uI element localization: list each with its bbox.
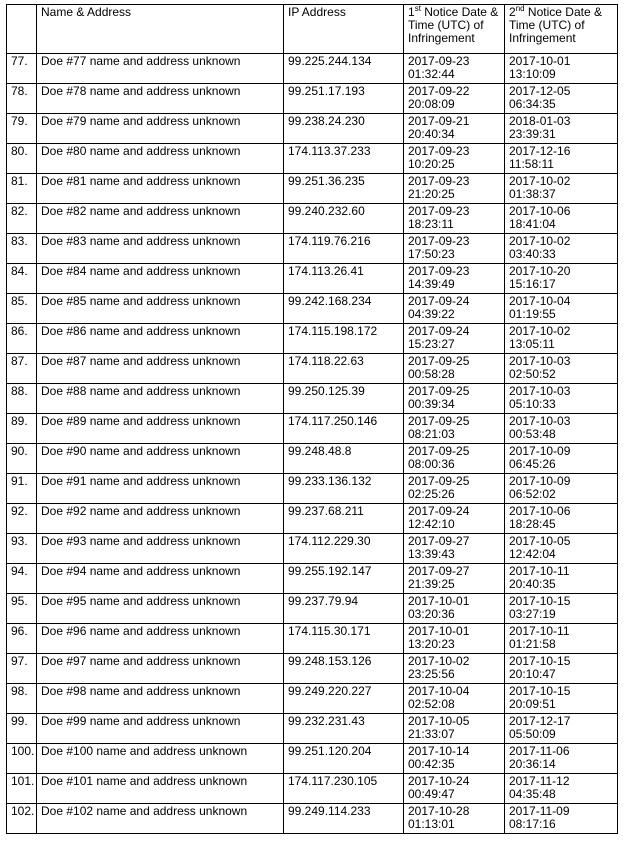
first-notice-date: 2017-09-23 — [408, 174, 470, 188]
first-notice-time: 21:39:25 — [408, 577, 455, 591]
row-name-address: Doe #91 name and address unknown — [37, 474, 284, 504]
row-number: 87. — [7, 354, 37, 384]
row-ip-address: 174.119.76.216 — [284, 234, 404, 264]
second-notice-time: 20:10:47 — [509, 667, 556, 681]
row-second-notice — [505, 534, 618, 564]
row-name-address: Doe #81 name and address unknown — [37, 174, 284, 204]
header-second-notice-text: Notice Date & Time (UTC) of Infringement — [509, 5, 602, 45]
table-row — [7, 534, 618, 564]
row-first-notice — [404, 54, 505, 84]
row-name-address: Doe #77 name and address unknown — [37, 54, 284, 84]
second-notice-time: 23:39:31 — [509, 127, 556, 141]
row-name-address: Doe #97 name and address unknown — [37, 654, 284, 684]
row-number: 85. — [7, 294, 37, 324]
second-notice-date: 2017-10-11 — [509, 564, 570, 578]
row-ip-address: 99.255.192.147 — [284, 564, 404, 594]
first-notice-date: 2017-09-25 — [408, 474, 470, 488]
second-notice-time: 20:09:51 — [509, 697, 556, 711]
header-first-notice-text: Notice Date & Time (UTC) of Infringement — [408, 5, 499, 45]
first-notice-time: 10:20:25 — [408, 157, 455, 171]
row-first-notice — [404, 804, 505, 834]
row-second-notice — [505, 774, 618, 804]
row-number: 79. — [7, 114, 37, 144]
first-notice-time: 17:50:23 — [408, 247, 455, 261]
row-number: 101. — [7, 774, 37, 804]
second-notice-time: 03:40:33 — [509, 247, 556, 261]
row-number: 96. — [7, 624, 37, 654]
row-first-notice — [404, 264, 505, 294]
second-notice-time: 12:42:04 — [509, 547, 556, 561]
row-number: 90. — [7, 444, 37, 474]
first-notice-date: 2017-10-02 — [408, 654, 470, 668]
row-name-address: Doe #98 name and address unknown — [37, 684, 284, 714]
second-notice-time: 20:36:14 — [509, 757, 556, 771]
row-second-notice — [505, 504, 618, 534]
row-ip-address: 99.250.125.39 — [284, 384, 404, 414]
second-notice-time: 02:50:52 — [509, 367, 556, 381]
first-notice-date: 2017-09-22 — [408, 84, 470, 98]
first-notice-time: 01:13:01 — [408, 817, 455, 831]
first-notice-date: 2017-09-27 — [408, 564, 470, 578]
table-row — [7, 84, 618, 114]
row-ip-address: 99.240.232.60 — [284, 204, 404, 234]
first-notice-date: 2017-10-01 — [408, 624, 470, 638]
row-name-address: Doe #78 name and address unknown — [37, 84, 284, 114]
first-notice-time: 20:08:09 — [408, 97, 455, 111]
first-notice-date: 2017-10-28 — [408, 804, 470, 818]
row-number: 83. — [7, 234, 37, 264]
second-notice-date: 2017-10-09 — [509, 474, 571, 488]
first-notice-date: 2017-09-21 — [408, 114, 470, 128]
second-notice-date: 2017-12-17 — [509, 714, 571, 728]
second-notice-date: 2017-10-02 — [509, 324, 571, 338]
row-first-notice — [404, 684, 505, 714]
table-row — [7, 714, 618, 744]
second-notice-date: 2017-10-01 — [509, 54, 571, 68]
row-first-notice — [404, 744, 505, 774]
second-notice-date: 2017-10-15 — [509, 684, 571, 698]
row-ip-address: 99.249.220.227 — [284, 684, 404, 714]
first-notice-date: 2017-09-27 — [408, 534, 470, 548]
row-name-address: Doe #82 name and address unknown — [37, 204, 284, 234]
row-number: 80. — [7, 144, 37, 174]
row-ip-address: 99.237.79.94 — [284, 594, 404, 624]
row-ip-address: 99.232.231.43 — [284, 714, 404, 744]
second-notice-date: 2017-11-06 — [509, 744, 570, 758]
row-first-notice — [404, 504, 505, 534]
table-row — [7, 474, 618, 504]
table-row — [7, 114, 618, 144]
header-first-notice — [404, 5, 505, 54]
row-second-notice — [505, 294, 618, 324]
row-number: 89. — [7, 414, 37, 444]
row-second-notice — [505, 564, 618, 594]
row-number: 94. — [7, 564, 37, 594]
second-notice-time: 18:41:04 — [509, 217, 556, 231]
row-second-notice — [505, 84, 618, 114]
second-notice-date: 2017-10-03 — [509, 354, 571, 368]
second-notice-date: 2017-10-03 — [509, 414, 571, 428]
first-notice-date: 2017-09-25 — [408, 444, 470, 458]
row-first-notice — [404, 324, 505, 354]
row-second-notice — [505, 684, 618, 714]
row-second-notice — [505, 54, 618, 84]
row-number: 82. — [7, 204, 37, 234]
row-name-address: Doe #95 name and address unknown — [37, 594, 284, 624]
first-notice-date: 2017-09-23 — [408, 144, 470, 158]
second-notice-time: 11:58:11 — [509, 157, 554, 171]
first-notice-time: 12:42:10 — [408, 517, 455, 531]
table-row — [7, 684, 618, 714]
row-name-address: Doe #89 name and address unknown — [37, 414, 284, 444]
first-notice-date: 2017-09-24 — [408, 504, 470, 518]
first-notice-time: 18:23:11 — [408, 217, 454, 231]
row-name-address: Doe #85 name and address unknown — [37, 294, 284, 324]
table-row — [7, 294, 618, 324]
row-second-notice — [505, 714, 618, 744]
second-notice-time: 20:40:35 — [509, 577, 556, 591]
second-notice-date: 2017-10-09 — [509, 444, 571, 458]
second-notice-time: 08:17:16 — [509, 817, 556, 831]
second-notice-date: 2017-10-15 — [509, 654, 571, 668]
first-notice-date: 2017-09-23 — [408, 54, 470, 68]
row-ip-address: 174.117.230.105 — [284, 774, 404, 804]
row-second-notice — [505, 654, 618, 684]
second-notice-date: 2017-10-02 — [509, 174, 571, 188]
header-first-notice-ordinal: 1 — [408, 5, 415, 19]
table-row — [7, 504, 618, 534]
row-number: 88. — [7, 384, 37, 414]
second-notice-date: 2018-01-03 — [509, 114, 571, 128]
row-number: 92. — [7, 504, 37, 534]
first-notice-date: 2017-10-14 — [408, 744, 470, 758]
infringement-table — [6, 4, 618, 834]
table-body — [7, 54, 618, 834]
row-ip-address: 174.113.26.41 — [284, 264, 404, 294]
second-notice-date: 2017-10-05 — [509, 534, 571, 548]
row-ip-address: 99.225.244.134 — [284, 54, 404, 84]
row-second-notice — [505, 444, 618, 474]
second-notice-date: 2017-11-09 — [509, 804, 570, 818]
second-notice-time: 01:21:58 — [509, 637, 556, 651]
first-notice-time: 14:39:49 — [408, 277, 455, 291]
header-ip-address: IP Address — [284, 5, 404, 54]
first-notice-time: 03:20:36 — [408, 607, 455, 621]
row-first-notice — [404, 594, 505, 624]
first-notice-date: 2017-09-24 — [408, 324, 470, 338]
second-notice-date: 2017-10-11 — [509, 624, 570, 638]
row-number: 78. — [7, 84, 37, 114]
first-notice-time: 08:21:03 — [408, 427, 455, 441]
table-row — [7, 414, 618, 444]
row-name-address: Doe #99 name and address unknown — [37, 714, 284, 744]
second-notice-date: 2017-10-15 — [509, 594, 571, 608]
row-name-address: Doe #80 name and address unknown — [37, 144, 284, 174]
row-ip-address: 174.118.22.63 — [284, 354, 404, 384]
table-row — [7, 264, 618, 294]
row-name-address: Doe #102 name and address unknown — [37, 804, 284, 834]
first-notice-time: 04:39:22 — [408, 307, 455, 321]
row-ip-address: 99.251.36.235 — [284, 174, 404, 204]
row-number: 77. — [7, 54, 37, 84]
row-number: 91. — [7, 474, 37, 504]
second-notice-date: 2017-10-20 — [509, 264, 571, 278]
row-number: 84. — [7, 264, 37, 294]
row-first-notice — [404, 624, 505, 654]
header-second-notice-ordinal: 2 — [509, 5, 516, 19]
row-second-notice — [505, 114, 618, 144]
second-notice-time: 04:35:48 — [509, 787, 556, 801]
row-ip-address: 99.242.168.234 — [284, 294, 404, 324]
row-ip-address: 99.251.120.204 — [284, 744, 404, 774]
row-ip-address: 99.238.24.230 — [284, 114, 404, 144]
row-second-notice — [505, 234, 618, 264]
first-notice-time: 13:20:23 — [408, 637, 455, 651]
row-number: 97. — [7, 654, 37, 684]
row-ip-address: 99.249.114.233 — [284, 804, 404, 834]
second-notice-time: 03:27:19 — [509, 607, 556, 621]
row-second-notice — [505, 324, 618, 354]
row-name-address: Doe #79 name and address unknown — [37, 114, 284, 144]
row-second-notice — [505, 174, 618, 204]
first-notice-time: 01:32:44 — [408, 67, 455, 81]
first-notice-time: 00:39:34 — [408, 397, 455, 411]
table-row — [7, 324, 618, 354]
second-notice-time: 01:19:55 — [509, 307, 556, 321]
row-ip-address: 174.117.250.146 — [284, 414, 404, 444]
row-first-notice — [404, 114, 505, 144]
table-row — [7, 174, 618, 204]
second-notice-time: 15:16:17 — [509, 277, 556, 291]
first-notice-date: 2017-09-25 — [408, 414, 470, 428]
header-second-notice-suffix: nd — [515, 4, 525, 13]
row-second-notice — [505, 204, 618, 234]
row-name-address: Doe #94 name and address unknown — [37, 564, 284, 594]
row-second-notice — [505, 804, 618, 834]
table-row — [7, 204, 618, 234]
second-notice-time: 01:38:37 — [509, 187, 556, 201]
first-notice-date: 2017-10-05 — [408, 714, 470, 728]
second-notice-date: 2017-12-05 — [509, 84, 571, 98]
first-notice-time: 00:58:28 — [408, 367, 455, 381]
row-name-address: Doe #93 name and address unknown — [37, 534, 284, 564]
second-notice-time: 13:10:09 — [509, 67, 556, 81]
table-row — [7, 234, 618, 264]
first-notice-date: 2017-09-23 — [408, 204, 470, 218]
row-second-notice — [505, 414, 618, 444]
row-second-notice — [505, 624, 618, 654]
row-first-notice — [404, 144, 505, 174]
row-first-notice — [404, 384, 505, 414]
row-first-notice — [404, 204, 505, 234]
header-second-notice — [505, 5, 618, 54]
row-first-notice — [404, 564, 505, 594]
row-second-notice — [505, 384, 618, 414]
row-first-notice — [404, 84, 505, 114]
row-name-address: Doe #92 name and address unknown — [37, 504, 284, 534]
row-number: 100. — [7, 744, 37, 774]
table-row — [7, 774, 618, 804]
first-notice-date: 2017-09-23 — [408, 264, 470, 278]
row-first-notice — [404, 444, 505, 474]
table-row — [7, 624, 618, 654]
second-notice-time: 00:53:48 — [509, 427, 556, 441]
second-notice-time: 13:05:11 — [509, 337, 555, 351]
second-notice-time: 06:45:26 — [509, 457, 556, 471]
row-ip-address: 174.113.37.233 — [284, 144, 404, 174]
row-name-address: Doe #88 name and address unknown — [37, 384, 284, 414]
row-name-address: Doe #84 name and address unknown — [37, 264, 284, 294]
row-name-address: Doe #96 name and address unknown — [37, 624, 284, 654]
row-first-notice — [404, 294, 505, 324]
row-ip-address: 99.251.17.193 — [284, 84, 404, 114]
row-second-notice — [505, 264, 618, 294]
row-number: 99. — [7, 714, 37, 744]
row-name-address: Doe #101 name and address unknown — [37, 774, 284, 804]
table-row — [7, 54, 618, 84]
header-name-address: Name & Address — [37, 5, 284, 54]
row-ip-address: 99.248.48.8 — [284, 444, 404, 474]
first-notice-time: 20:40:34 — [408, 127, 455, 141]
second-notice-date: 2017-10-06 — [509, 504, 571, 518]
table-row — [7, 444, 618, 474]
second-notice-time: 05:10:33 — [509, 397, 556, 411]
row-name-address: Doe #87 name and address unknown — [37, 354, 284, 384]
row-first-notice — [404, 714, 505, 744]
table-row — [7, 354, 618, 384]
second-notice-time: 05:50:09 — [509, 727, 556, 741]
row-ip-address: 99.248.153.126 — [284, 654, 404, 684]
first-notice-time: 02:25:26 — [408, 487, 455, 501]
second-notice-date: 2017-11-12 — [509, 774, 570, 788]
row-first-notice — [404, 414, 505, 444]
row-first-notice — [404, 774, 505, 804]
first-notice-date: 2017-10-04 — [408, 684, 470, 698]
row-second-notice — [505, 594, 618, 624]
row-first-notice — [404, 534, 505, 564]
row-ip-address: 174.115.30.171 — [284, 624, 404, 654]
row-number: 86. — [7, 324, 37, 354]
header-number — [7, 5, 37, 54]
first-notice-date: 2017-10-01 — [408, 594, 470, 608]
row-number: 95. — [7, 594, 37, 624]
first-notice-date: 2017-09-23 — [408, 234, 470, 248]
table-row — [7, 144, 618, 174]
first-notice-date: 2017-09-25 — [408, 354, 470, 368]
row-first-notice — [404, 234, 505, 264]
first-notice-time: 00:42:35 — [408, 757, 455, 771]
header-first-notice-suffix: st — [414, 4, 421, 13]
second-notice-date: 2017-10-02 — [509, 234, 571, 248]
row-number: 98. — [7, 684, 37, 714]
first-notice-time: 13:39:43 — [408, 547, 455, 561]
row-number: 102. — [7, 804, 37, 834]
row-name-address: Doe #83 name and address unknown — [37, 234, 284, 264]
second-notice-date: 2017-12-16 — [509, 144, 571, 158]
first-notice-date: 2017-10-24 — [408, 774, 470, 788]
first-notice-time: 08:00:36 — [408, 457, 455, 471]
first-notice-time: 02:52:08 — [408, 697, 455, 711]
row-number: 81. — [7, 174, 37, 204]
row-first-notice — [404, 474, 505, 504]
second-notice-date: 2017-10-03 — [509, 384, 571, 398]
row-ip-address: 174.112.229.30 — [284, 534, 404, 564]
second-notice-time: 06:34:35 — [509, 97, 556, 111]
first-notice-time: 21:33:07 — [408, 727, 455, 741]
second-notice-date: 2017-10-06 — [509, 204, 571, 218]
first-notice-time: 15:23:27 — [408, 337, 455, 351]
table-row — [7, 594, 618, 624]
row-second-notice — [505, 144, 618, 174]
table-row — [7, 804, 618, 834]
row-name-address: Doe #100 name and address unknown — [37, 744, 284, 774]
row-number: 93. — [7, 534, 37, 564]
table-row — [7, 744, 618, 774]
table-row — [7, 384, 618, 414]
table-row — [7, 564, 618, 594]
row-second-notice — [505, 474, 618, 504]
header-row — [7, 5, 618, 54]
row-ip-address: 99.237.68.211 — [284, 504, 404, 534]
first-notice-time: 00:49:47 — [408, 787, 455, 801]
first-notice-date: 2017-09-25 — [408, 384, 470, 398]
row-second-notice — [505, 354, 618, 384]
row-first-notice — [404, 654, 505, 684]
first-notice-time: 21:20:25 — [408, 187, 455, 201]
row-ip-address: 174.115.198.172 — [284, 324, 404, 354]
second-notice-time: 18:28:45 — [509, 517, 556, 531]
first-notice-date: 2017-09-24 — [408, 294, 470, 308]
row-ip-address: 99.233.136.132 — [284, 474, 404, 504]
row-first-notice — [404, 354, 505, 384]
row-first-notice — [404, 174, 505, 204]
first-notice-time: 23:25:56 — [408, 667, 455, 681]
row-second-notice — [505, 744, 618, 774]
second-notice-date: 2017-10-04 — [509, 294, 571, 308]
row-name-address: Doe #90 name and address unknown — [37, 444, 284, 474]
row-name-address: Doe #86 name and address unknown — [37, 324, 284, 354]
second-notice-time: 06:52:02 — [509, 487, 556, 501]
table-row — [7, 654, 618, 684]
